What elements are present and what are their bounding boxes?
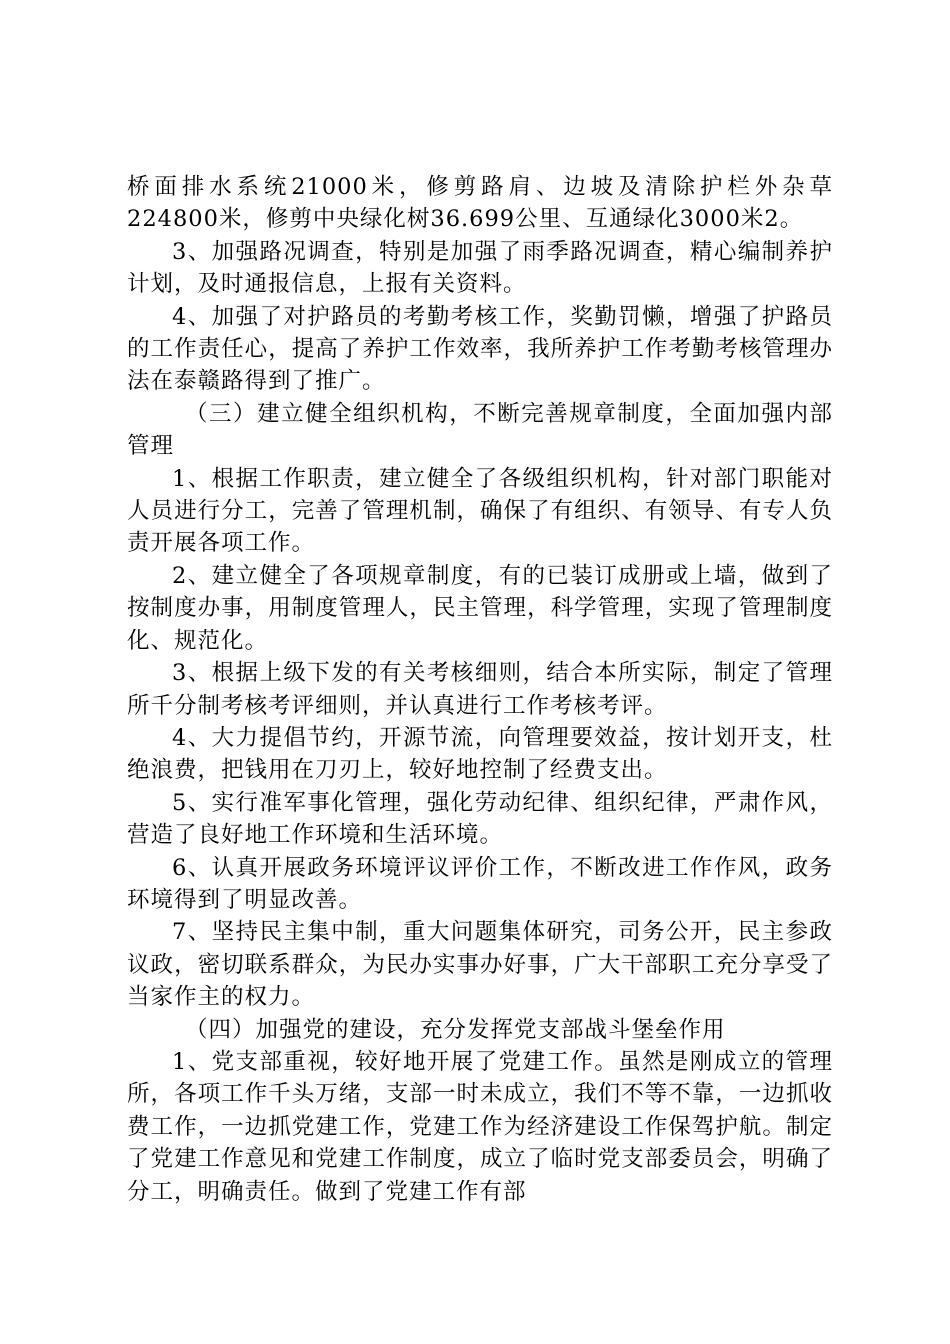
paragraph-democracy: 7、坚持民主集中制，重大问题集体研究，司务公开，民主参政议政，密切联系群众，为民办实事办好事，广大干部职工充分享受了当家作主的权力。 xyxy=(127,919,833,1011)
paragraph-organization: 1、根据工作职责，建立健全了各级组织机构，针对部门职能对人员进行分工，完善了管理机制，确保了有组织、有领导、有专人负责开展各项工作。 xyxy=(127,465,833,557)
paragraph-attendance: 4、加强了对护路员的考勤考核工作，奖勤罚懒，增强了护路员的工作责任心，提高了养护工作效率，我所养护工作考勤考核管理办法在泰赣路得到了推广。 xyxy=(127,303,833,395)
section-heading-4: （四）加强党的建设，充分发挥党支部战斗堡垒作用 xyxy=(185,1016,726,1043)
paragraph-frugality: 4、大力提倡节约，开源节流，向管理要效益，按计划开支，杜绝浪费，把钱用在刀刃上，较好地控制了经费支出。 xyxy=(127,724,833,784)
paragraph-party-building: 1、党支部重视，较好地开展了党建工作。虽然是刚成立的管理所，各项工作千头万绪，支部一时未成立，我们不等不靠，一边抓收费工作，一边抓党建工作，党建工作为经济建设工作保驾护航。制定了党建工作意见和党建工作制度，成立了临时党支部委员会，明确了分工，明确责任。做到了党建工作有部 xyxy=(127,1048,833,1205)
paragraph-regulations: 2、建立健全了各项规章制度，有的已装订成册或上墙，做到了按制度办事，用制度管理人，民主管理，科学管理，实现了管理制度化、规范化。 xyxy=(127,562,833,654)
section-heading-3: （三）建立健全组织机构，不断完善规章制度，全面加强内部管理 xyxy=(127,400,833,460)
paragraph-discipline: 5、实行准军事化管理，强化劳动纪律、组织纪律，严肃作风，营造了良好地工作环境和生活环境。 xyxy=(127,789,833,849)
document-page xyxy=(127,171,833,1208)
paragraph-drainage-stats: 桥面排水系统21000米，修剪路肩、边坡及清除护栏外杂草224800米，修剪中央绿化树36.699公里、互通绿化3000米2。 xyxy=(127,174,833,233)
paragraph-assessment: 3、根据上级下发的有关考核细则，结合本所实际，制定了管理所千分制考核考评细则，并认真进行工作考核考评。 xyxy=(127,660,833,719)
paragraph-road-survey: 3、加强路况调查，特别是加强了雨季路况调查，精心编制养护计划，及时通报信息，上报有关资料。 xyxy=(127,238,833,298)
paragraph-government-affairs: 6、认真开展政务环境评议评价工作，不断改进工作作风，政务环境得到了明显改善。 xyxy=(127,854,833,913)
